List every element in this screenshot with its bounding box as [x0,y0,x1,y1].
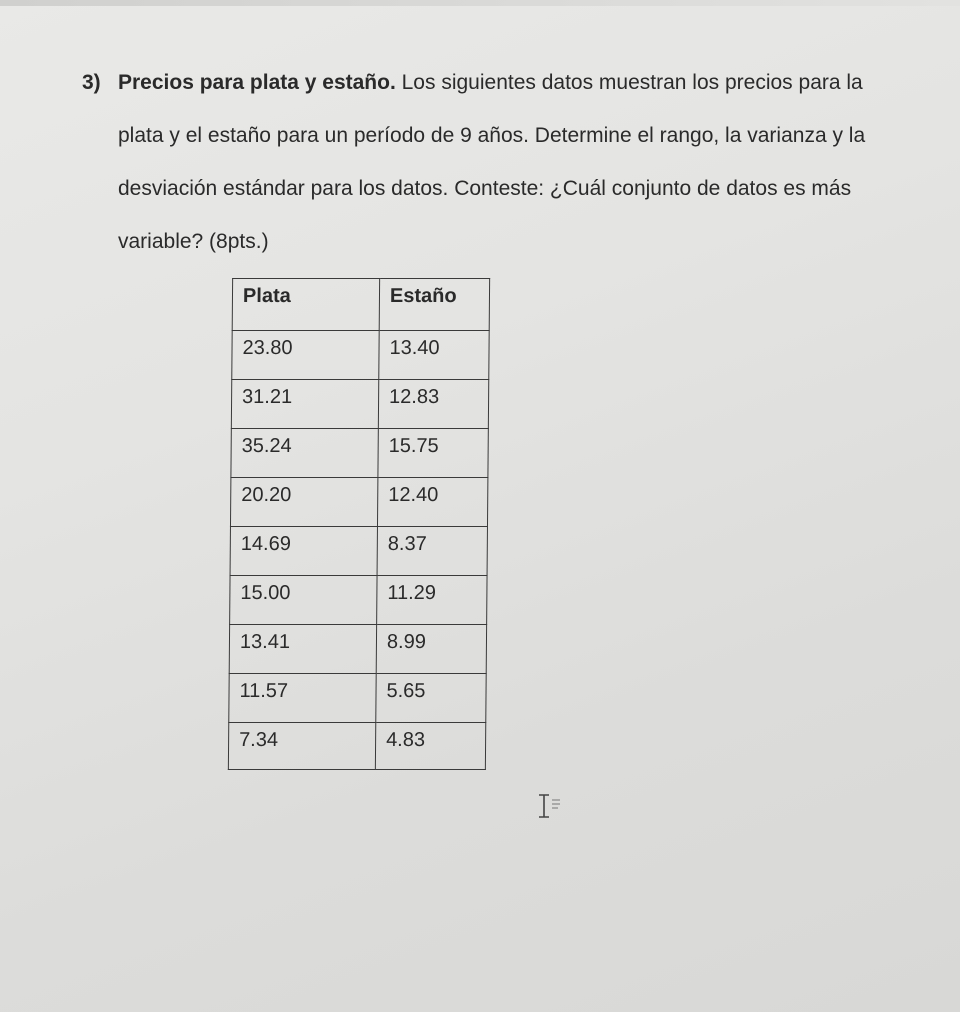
table-row [230,478,487,527]
plata-cell: 20.20 [230,478,377,527]
estano-cell: 13.40 [379,331,489,380]
estano-cell: 8.99 [376,625,486,674]
table-row [229,625,486,674]
estano-cell: 12.40 [377,478,487,527]
page-top-edge [0,0,960,6]
question-number: 3) [82,71,101,94]
plata-cell: 11.57 [229,674,376,723]
plata-cell: 31.21 [231,380,378,429]
table-row [231,380,488,429]
question-block [82,56,902,268]
table-row [232,331,489,380]
plata-cell: 13.41 [229,625,376,674]
estano-cell: 15.75 [378,429,488,478]
estano-cell: 5.65 [376,674,486,723]
plata-cell: 14.69 [230,527,377,576]
question-body: Los siguientes datos muestran los precios para la plata y el estaño para un período de 9 años. Determine el rango, la varianza y la desviación estándar para los datos. Conteste: ¿Cuál conjunto de datos es más variable? (8pts.) [118,71,866,253]
question-text [118,56,902,268]
table-row [231,429,488,478]
plata-cell: 7.34 [228,723,375,770]
estano-cell: 11.29 [377,576,487,625]
table-header-row [232,279,489,331]
question-title: Precios para plata y estaño. [118,71,396,94]
text-cursor-icon [536,793,566,819]
plata-cell: 23.80 [232,331,379,380]
price-table [228,278,490,770]
header-plata: Plata [232,279,379,331]
estano-cell: 8.37 [377,527,487,576]
table-row [229,674,486,723]
table-row [228,723,485,770]
table-row [230,527,487,576]
estano-cell: 12.83 [378,380,488,429]
estano-cell: 4.83 [375,723,485,770]
plata-cell: 15.00 [230,576,377,625]
header-estano: Estaño [379,279,489,331]
plata-cell: 35.24 [231,429,378,478]
table-row [230,576,487,625]
